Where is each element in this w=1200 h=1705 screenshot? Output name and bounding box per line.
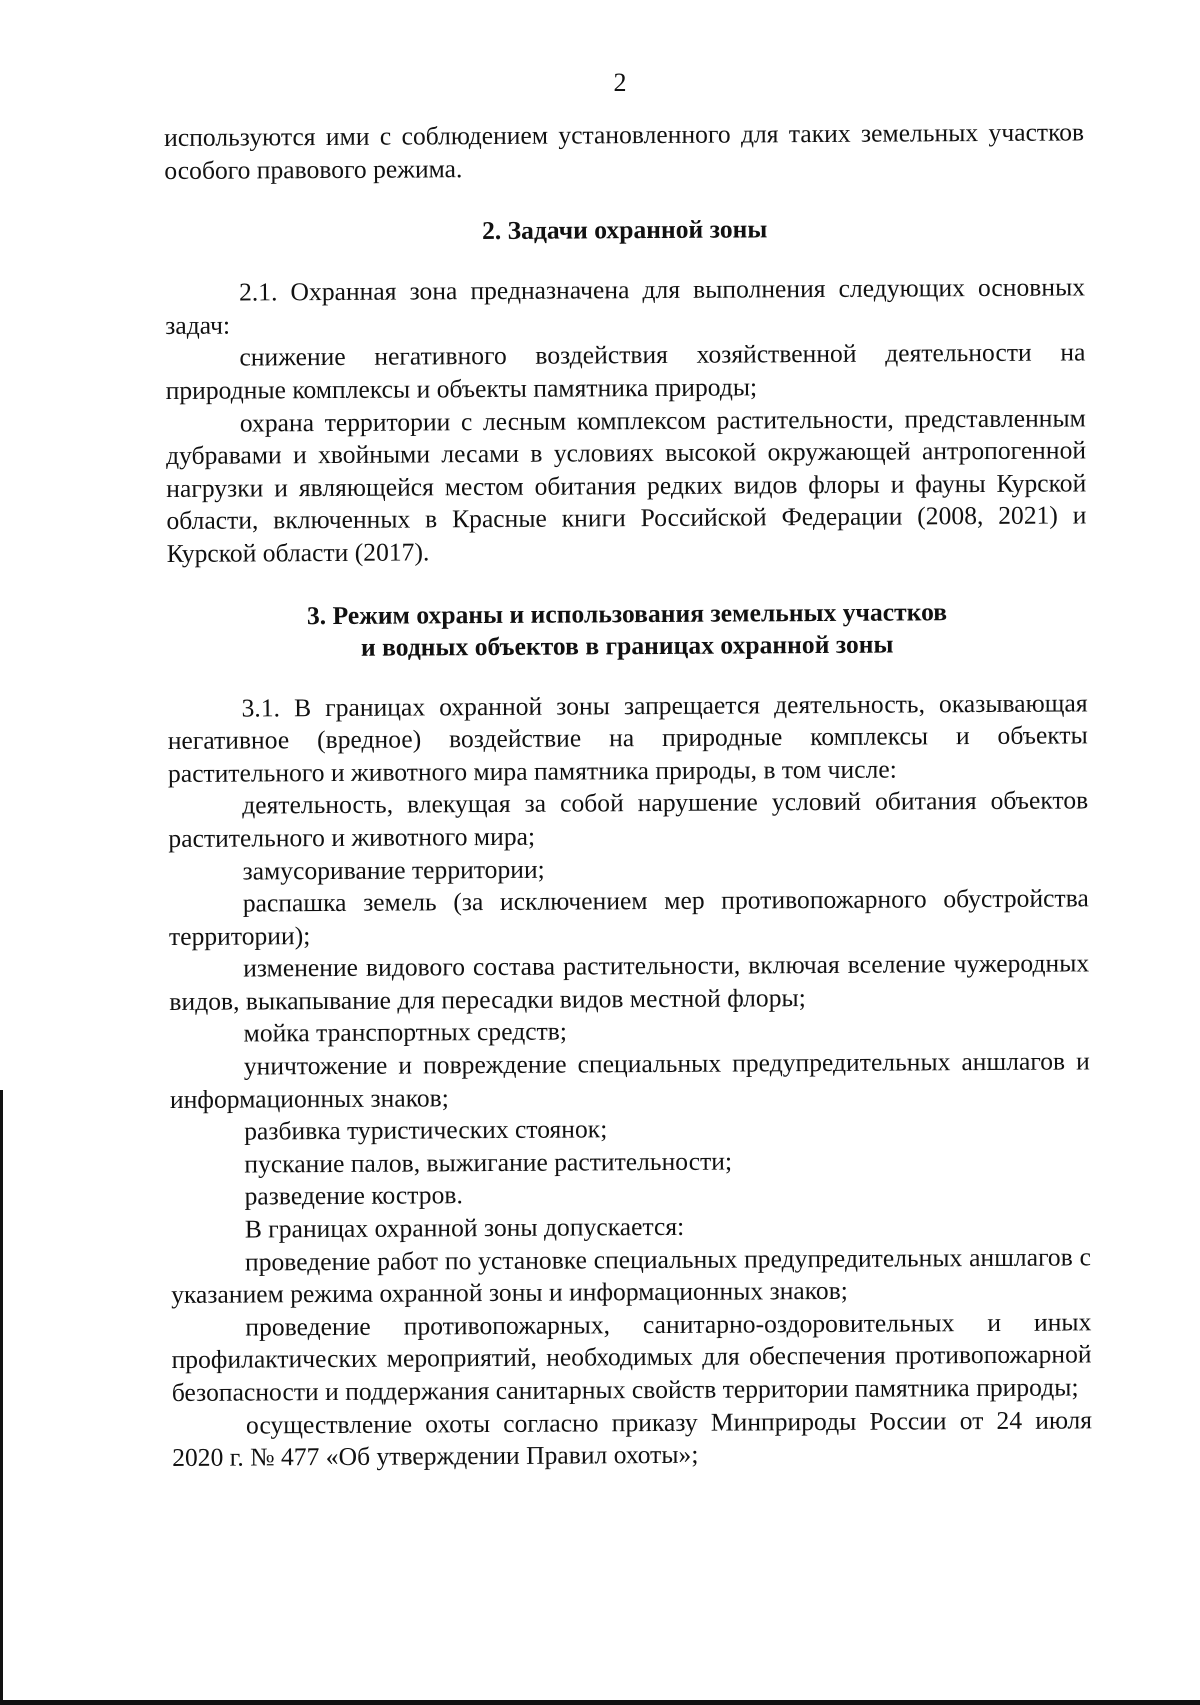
section-3-paragraph: деятельность, влекущая за собой нарушение условий обитания объектов растительного и животного мира; [168, 785, 1089, 853]
section-3-paragraph: проведение противопожарных, санитарно-оздоровительных и иных профилактических мероприятий, необходимых для обеспечения противопожарной безопасности и поддержания санитарных свойств территории памятника природы; [171, 1307, 1092, 1407]
section-3-paragraph: осуществление охоты согласно приказу Минприроды России от 24 июля 2020 г. № 477 «Об утверждении Правил охоты»; [172, 1404, 1093, 1473]
section-3-paragraph: распашка земель (за исключением мер противопожарного обустройства территории); [168, 883, 1089, 951]
section-3-paragraph: В границах охранной зоны допускается: [244, 1211, 685, 1244]
section-2-paragraph: снижение негативного воздействия хозяйственной деятельности на природные комплексы и объекты памятника природы; [165, 337, 1086, 405]
section-3-title [167, 595, 1087, 665]
section-3-paragraph: пускание палов, выжигание растительности; [244, 1146, 733, 1179]
section-2-paragraph: 2.1. Охранная зона предназначена для выполнения следующих основных задач: [165, 272, 1086, 340]
section-3-paragraph: разведение костров. [244, 1180, 463, 1211]
section-3-paragraph: изменение видового состава растительности, включая вселение чужеродных видов, выкапывание для пересадки видов местной флоры; [169, 948, 1090, 1016]
scan-edge-bottom [0, 1700, 1200, 1705]
scan-edge-left [0, 1090, 3, 1705]
section-3-title-line-1: 3. Режим охраны и использования земельных участков [306, 596, 948, 630]
section-3-paragraph: уничтожение и повреждение специальных предупредительных аншлагов и информационных знаков; [169, 1046, 1090, 1114]
section-3-paragraph: проведение работ по установке специальных предупредительных аншлагов с указанием режима охранной зоны и информационных знаков; [171, 1241, 1092, 1310]
section-3-paragraph: 3.1. В границах охранной зоны запрещается деятельность, оказывающая негативное (вредное) воздействие на природные комплексы и объекты растительного и животного мира памятника природы, в том числе: [167, 687, 1088, 788]
section-2-title: 2. Задачи охранной зоны [481, 214, 768, 246]
section-2-paragraph: охрана территории с лесным комплексом растительности, представленным дубравами и хвойными лесами в условиях высокой окружающей антропогенной нагрузки и являющейся местом обитания редких видов флоры и фауны Курской области, включенных в Красные книги Российской Федерации (2008, 2021) и Курской области (2017). [165, 402, 1087, 568]
section-3-paragraph: разбивка туристических стоянок; [244, 1114, 608, 1146]
page-number: 2 [613, 68, 627, 97]
section-3-title-line-2: и водных объектов в границах охранной зоны [360, 629, 894, 662]
section-3-paragraph: мойка транспортных средств; [243, 1017, 568, 1048]
intro-paragraph: используются ими с соблюдением установленного для таких земельных участков особого правового режима. [164, 117, 1085, 185]
section-3-paragraph: замусоривание территории; [242, 854, 545, 886]
document-body [164, 116, 1092, 1474]
